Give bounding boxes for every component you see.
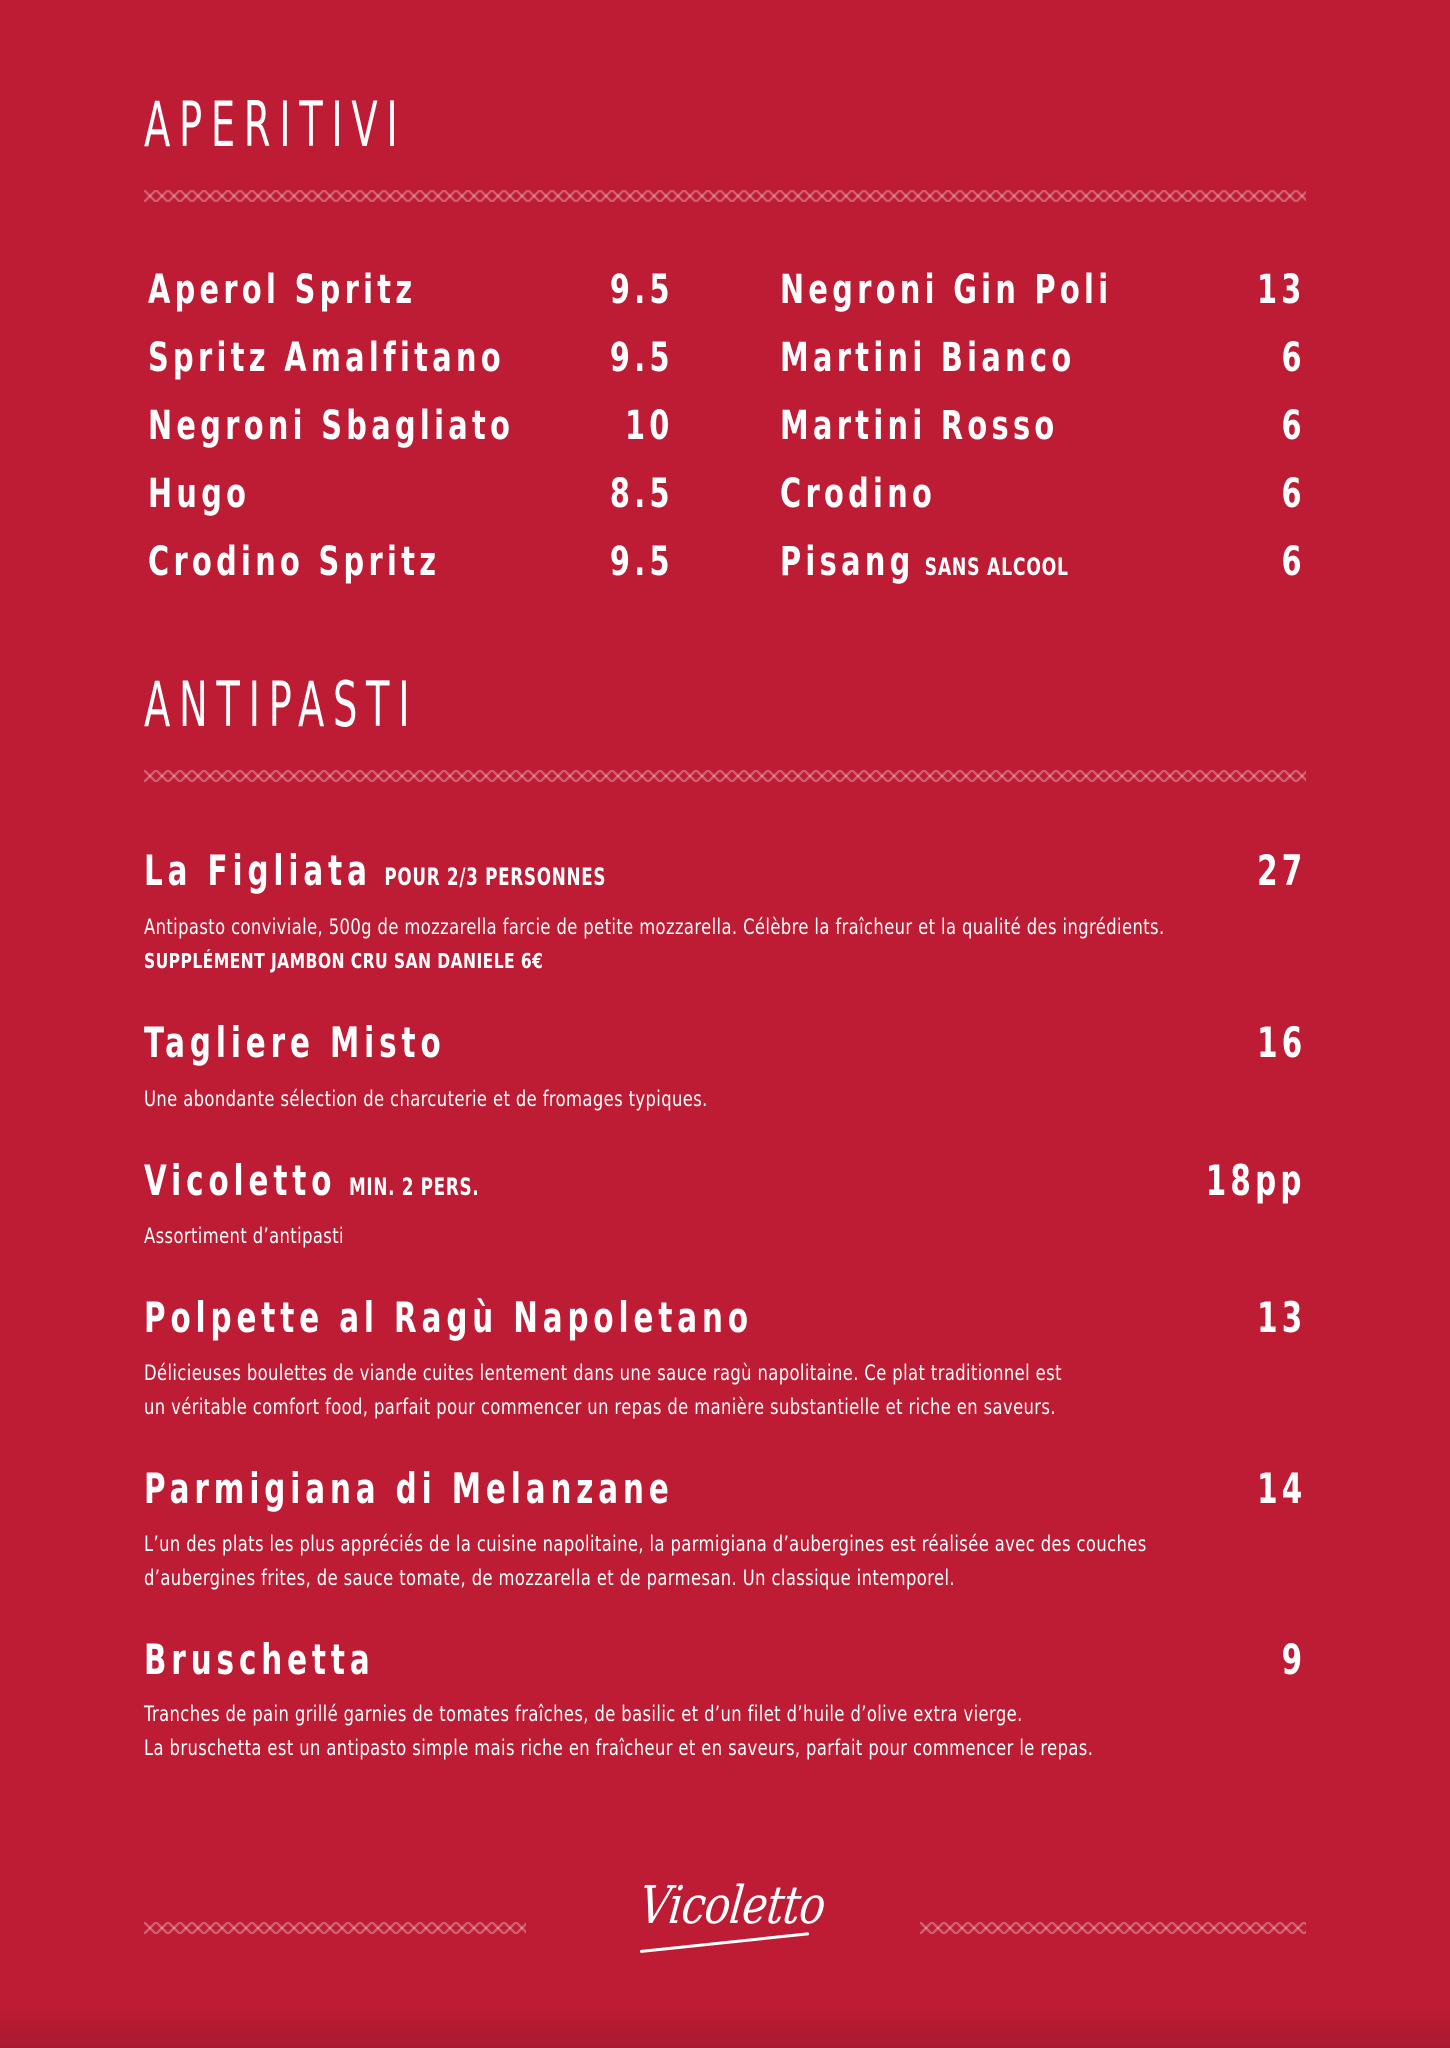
dish-description: La bruschetta est un antipasto simple mais riche en fraîcheur et en saveurs, parfait pour commencer le repas. xyxy=(144,1736,1094,1760)
drink-name: Crodino xyxy=(780,471,937,517)
signature-logo: Vicoletto xyxy=(636,1876,829,1936)
ornament-divider xyxy=(144,770,1306,782)
drink-name: Negroni Gin Poli xyxy=(780,267,1113,313)
drink-price: 9.5 xyxy=(610,539,674,585)
drink-price: 8.5 xyxy=(610,471,674,517)
dish-description: Délicieuses boulettes de viande cuites lentement dans une sauce ragù napolitaine. Ce plat traditionnel est xyxy=(144,1361,1062,1385)
section-title-antipasti: ANTIPASTI xyxy=(144,668,419,741)
dish-description: Assortiment d’antipasti xyxy=(144,1224,344,1248)
ornament-divider-right xyxy=(920,1922,1306,1934)
dish-price: 13 xyxy=(1256,1293,1306,1342)
drink-name: Negroni Sbagliato xyxy=(148,403,515,449)
dish-description: Tranches de pain grillé garnies de tomates fraîches, de basilic et d’un filet d’huile d’olive extra vierge. xyxy=(144,1702,1023,1726)
dish-name-text: Vicoletto xyxy=(144,1156,337,1205)
drink-price: 6 xyxy=(1281,335,1306,381)
ornament-divider xyxy=(144,190,1306,202)
dish-description: Une abondante sélection de charcuterie et de fromages typiques. xyxy=(144,1087,708,1111)
drink-name-text: Pisang xyxy=(780,539,915,585)
dish-note: MIN. 2 PERS. xyxy=(348,1173,480,1201)
drink-price: 6 xyxy=(1281,403,1306,449)
section-title-aperitivi: APERITIVI xyxy=(144,88,407,161)
dish-name: Parmigiana di Melanzane xyxy=(144,1464,674,1513)
drink-name: Crodino Spritz xyxy=(148,539,441,585)
drink-name xyxy=(780,539,1069,585)
dish-description: d’aubergines frites, de sauce tomate, de mozzarella et de parmesan. Un classique intemporel. xyxy=(144,1566,955,1590)
bottom-shadow xyxy=(0,2008,1450,2048)
dish-description: Antipasto conviviale, 500g de mozzarella farcie de petite mozzarella. Célèbre la fraîcheur et la qualité des ingrédients. xyxy=(144,915,1165,939)
drink-note: SANS ALCOOL xyxy=(924,553,1069,581)
drink-price: 10 xyxy=(625,403,674,449)
dish-name: Polpette al Ragù Napoletano xyxy=(144,1293,753,1342)
dish-name: Bruschetta xyxy=(144,1635,375,1684)
dish-price: 14 xyxy=(1256,1464,1306,1513)
dish-name: Tagliere Misto xyxy=(144,1018,446,1067)
drink-name: Hugo xyxy=(148,471,251,517)
drink-name: Spritz Amalfitano xyxy=(148,335,505,381)
drink-name: Martini Rosso xyxy=(780,403,1059,449)
drink-name: Aperol Spritz xyxy=(148,267,417,313)
drink-price: 9.5 xyxy=(610,335,674,381)
dish-note: POUR 2/3 PERSONNES xyxy=(384,863,607,891)
drink-price: 13 xyxy=(1257,267,1306,313)
drink-price: 9.5 xyxy=(610,267,674,313)
dish-name xyxy=(144,1156,480,1205)
drink-price: 6 xyxy=(1281,539,1306,585)
drink-price: 6 xyxy=(1281,471,1306,517)
dish-name xyxy=(144,846,607,895)
dish-description: L’un des plats les plus appréciés de la cuisine napolitaine, la parmigiana d’aubergines est réalisée avec des couches xyxy=(144,1532,1147,1556)
dish-price: 18pp xyxy=(1206,1156,1306,1205)
dish-price: 9 xyxy=(1281,1635,1306,1684)
dish-name-text: La Figliata xyxy=(144,846,372,895)
dish-supplement: SUPPLÉMENT JAMBON CRU SAN DANIELE 6€ xyxy=(144,949,544,973)
dish-description: un véritable comfort food, parfait pour commencer un repas de manière substantielle et riche en saveurs. xyxy=(144,1395,1056,1419)
ornament-divider-left xyxy=(144,1922,526,1934)
dish-price: 16 xyxy=(1256,1018,1306,1067)
drink-name: Martini Bianco xyxy=(780,335,1076,381)
dish-price: 27 xyxy=(1256,846,1306,895)
